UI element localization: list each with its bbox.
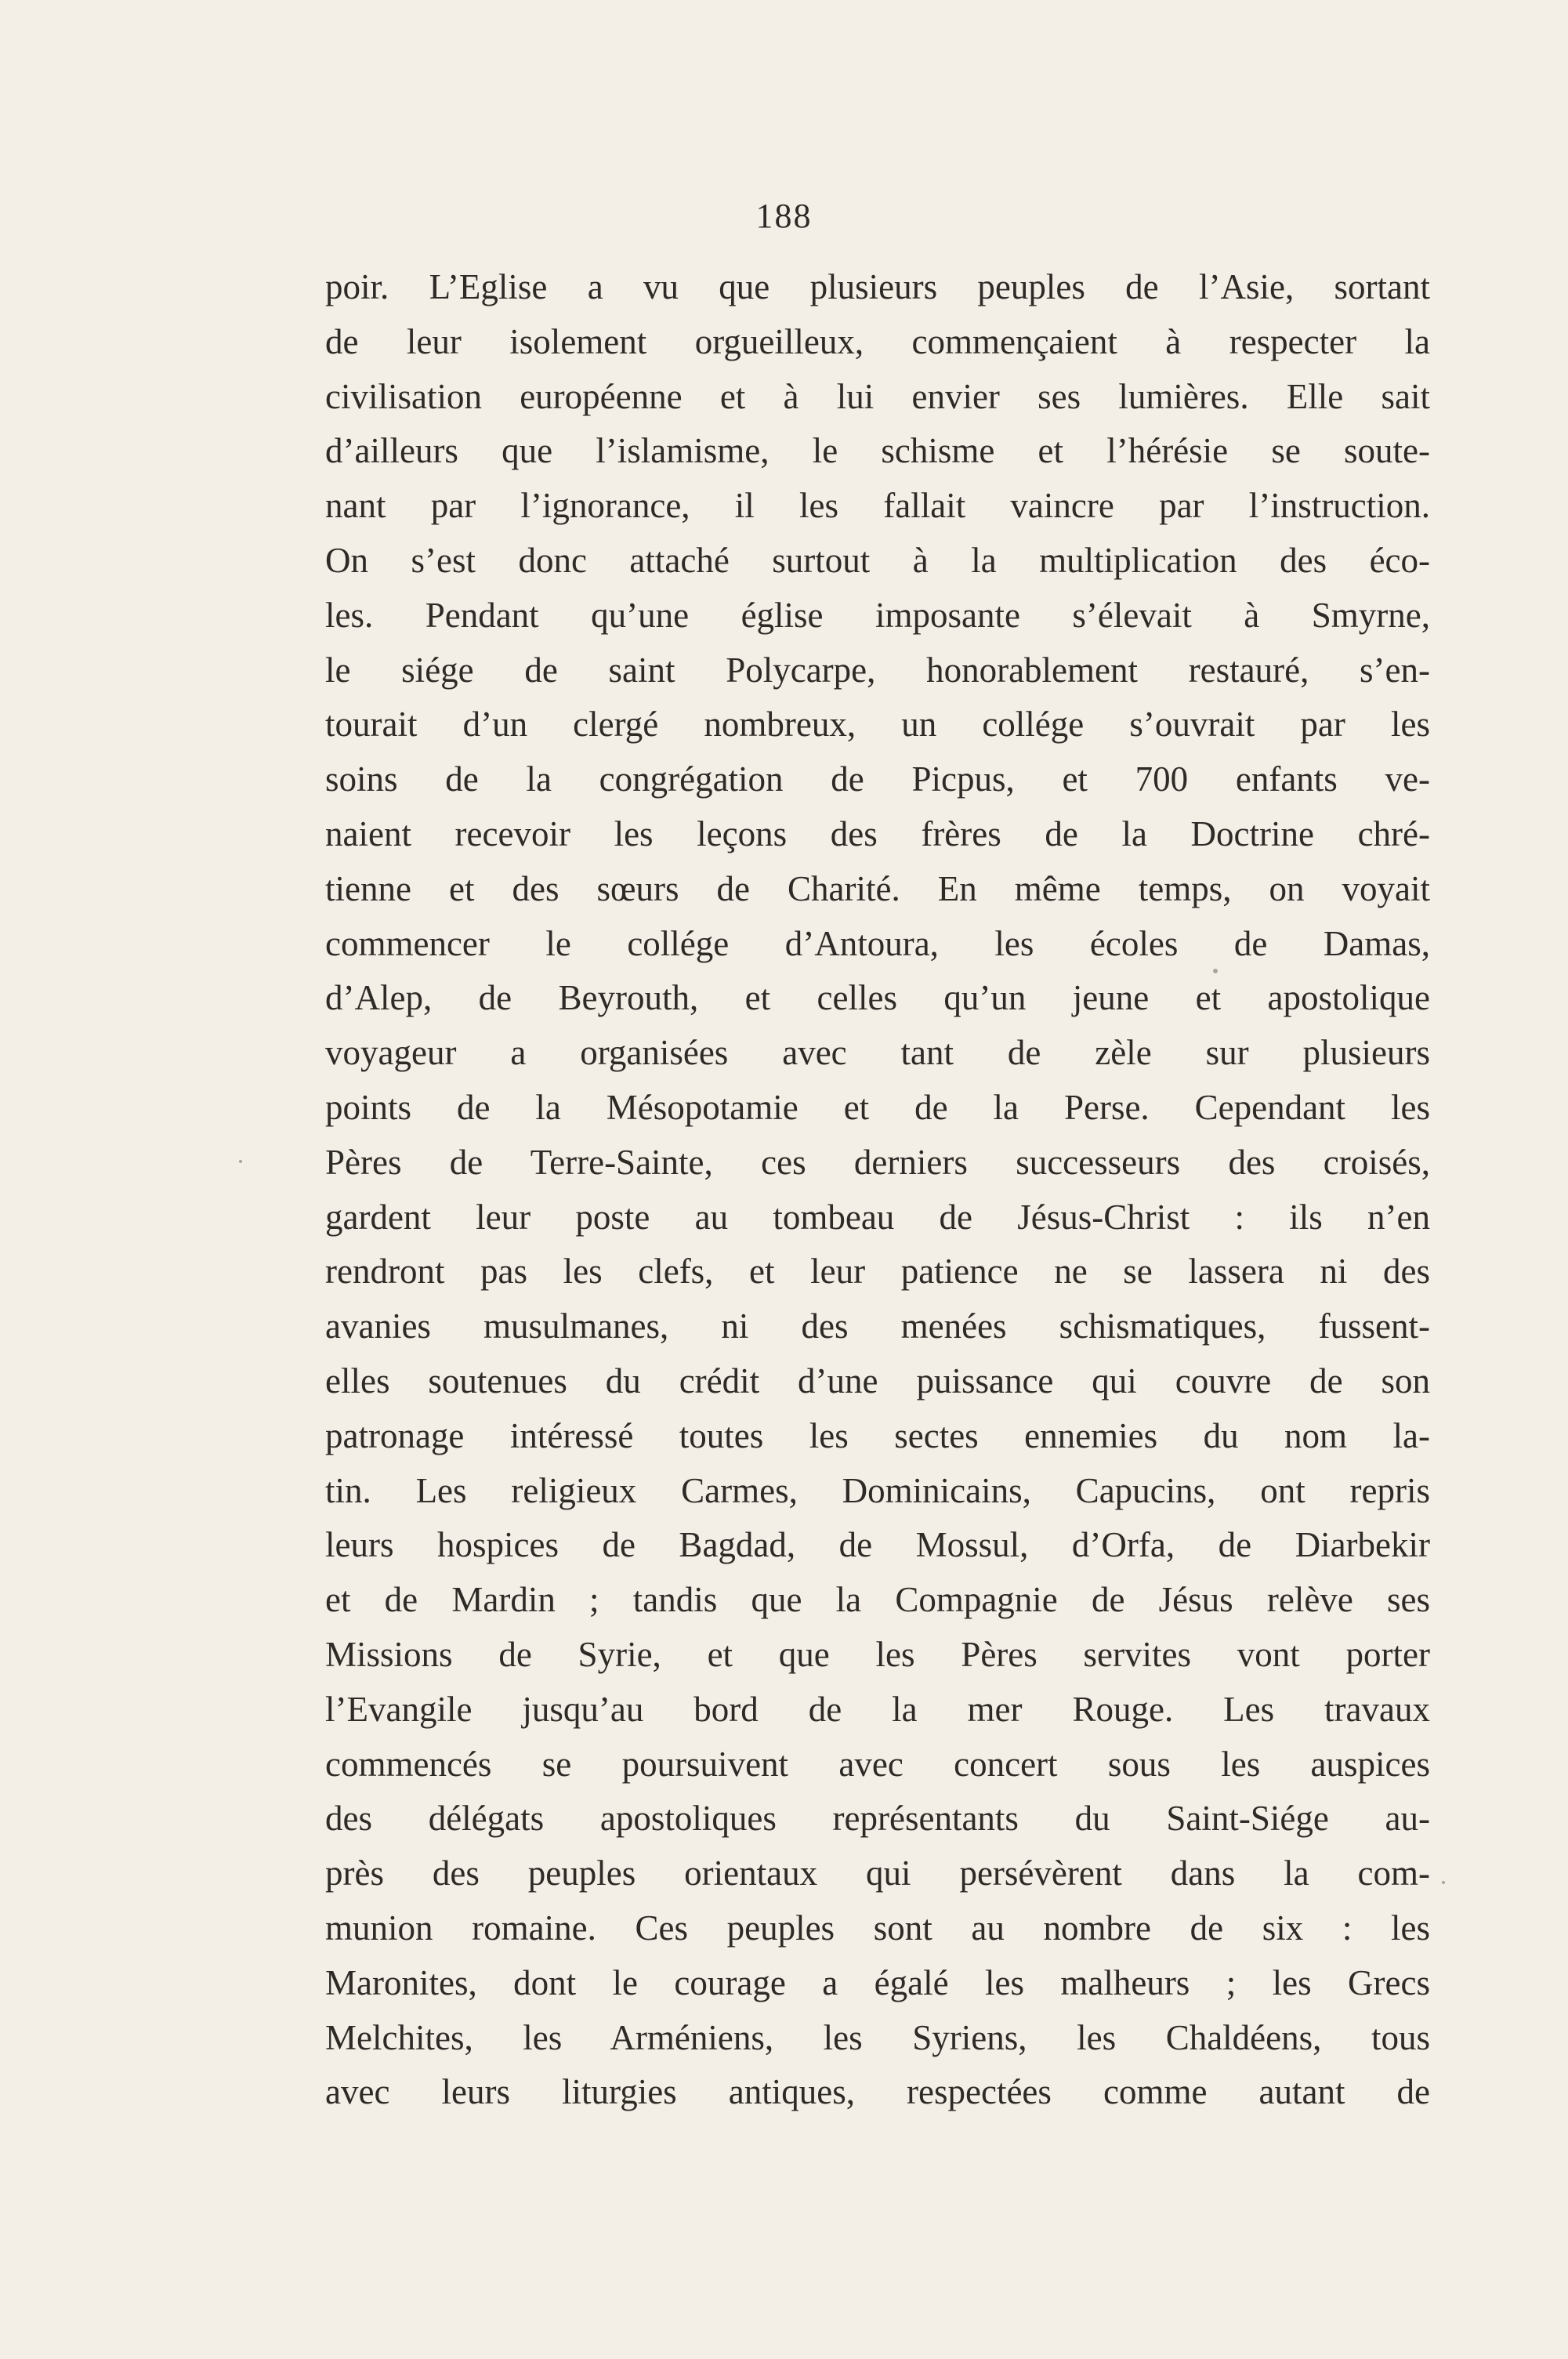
- text-line: Missions de Syrie, et que les Pères servites vont porter: [325, 1634, 1430, 1674]
- text-line: commencés se poursuivent avec concert sous les auspices: [325, 1744, 1430, 1784]
- text-line: rendront pas les clefs, et leur patience ne se lassera ni des: [325, 1252, 1430, 1292]
- text-line: nant par l’ignorance, il les fallait vaincre par l’instruction.: [325, 486, 1430, 526]
- text-line: points de la Mésopotamie et de la Perse. Cependant les: [325, 1087, 1430, 1127]
- text-line: avanies musulmanes, ni des menées schismatiques, fussent-: [325, 1306, 1430, 1346]
- text-line: et de Mardin ; tandis que la Compagnie de Jésus relève ses: [325, 1580, 1430, 1620]
- paper-speck: [1213, 969, 1218, 973]
- text-line: tienne et des sœurs de Charité. En même temps, on voyait: [325, 868, 1430, 908]
- text-line: tin. Les religieux Carmes, Dominicains, Capucins, ont repris: [325, 1470, 1430, 1510]
- text-line: poir. L’Eglise a vu que plusieurs peuples de l’Asie, sortant: [325, 267, 1430, 306]
- text-line: munion romaine. Ces peuples sont au nombre de six : les: [325, 1908, 1430, 1948]
- text-line: d’ailleurs que l’islamisme, le schisme et l’hérésie se soute-: [325, 431, 1430, 471]
- text-line: On s’est donc attaché surtout à la multiplication des éco-: [325, 540, 1430, 580]
- text-line: leurs hospices de Bagdad, de Mossul, d’Orfa, de Diarbekir: [325, 1525, 1430, 1565]
- text-line: elles soutenues du crédit d’une puissance qui couvre de son: [325, 1361, 1430, 1401]
- text-line: des délégats apostoliques représentants du Saint-Siége au-: [325, 1799, 1430, 1839]
- text-line: d’Alep, de Beyrouth, et celles qu’un jeune et apostolique: [325, 978, 1430, 1018]
- text-line: naient recevoir les leçons des frères de la Doctrine chré-: [325, 814, 1430, 853]
- text-line: Pères de Terre-Sainte, ces derniers successeurs des croisés,: [325, 1142, 1430, 1182]
- text-line: près des peuples orientaux qui persévèrent dans la com-: [325, 1854, 1430, 1893]
- text-line: patronage intéressé toutes les sectes ennemies du nom la-: [325, 1415, 1430, 1455]
- body-text: [325, 260, 1430, 2120]
- text-line: soins de la congrégation de Picpus, et 700 enfants ve-: [325, 759, 1430, 799]
- paper-speck: [1442, 1881, 1445, 1884]
- paper-speck: [239, 1160, 242, 1163]
- text-line: civilisation européenne et à lui envier ses lumières. Elle sait: [325, 376, 1430, 416]
- text-line: commencer le collége d’Antoura, les écoles de Damas,: [325, 923, 1430, 963]
- text-line: tourait d’un clergé nombreux, un collége s’ouvrait par les: [325, 705, 1430, 745]
- text-line: le siége de saint Polycarpe, honorablement restauré, s’en-: [325, 650, 1430, 690]
- text-line: de leur isolement orgueilleux, commençaient à respecter la: [325, 321, 1430, 361]
- text-line: Melchites, les Arméniens, les Syriens, les Chaldéens, tous: [325, 2017, 1430, 2057]
- text-line: Maronites, dont le courage a égalé les malheurs ; les Grecs: [325, 1962, 1430, 2002]
- page-number: 188: [755, 197, 813, 235]
- text-line: les. Pendant qu’une église imposante s’élevait à Smyrne,: [325, 595, 1430, 635]
- text-line: gardent leur poste au tombeau de Jésus-Christ : ils n’en: [325, 1197, 1430, 1237]
- text-line: voyageur a organisées avec tant de zèle sur plusieurs: [325, 1033, 1430, 1073]
- text-line: avec leurs liturgies antiques, respectées comme autant de: [325, 2072, 1430, 2112]
- text-line: l’Evangile jusqu’au bord de la mer Rouge. Les travaux: [325, 1689, 1430, 1729]
